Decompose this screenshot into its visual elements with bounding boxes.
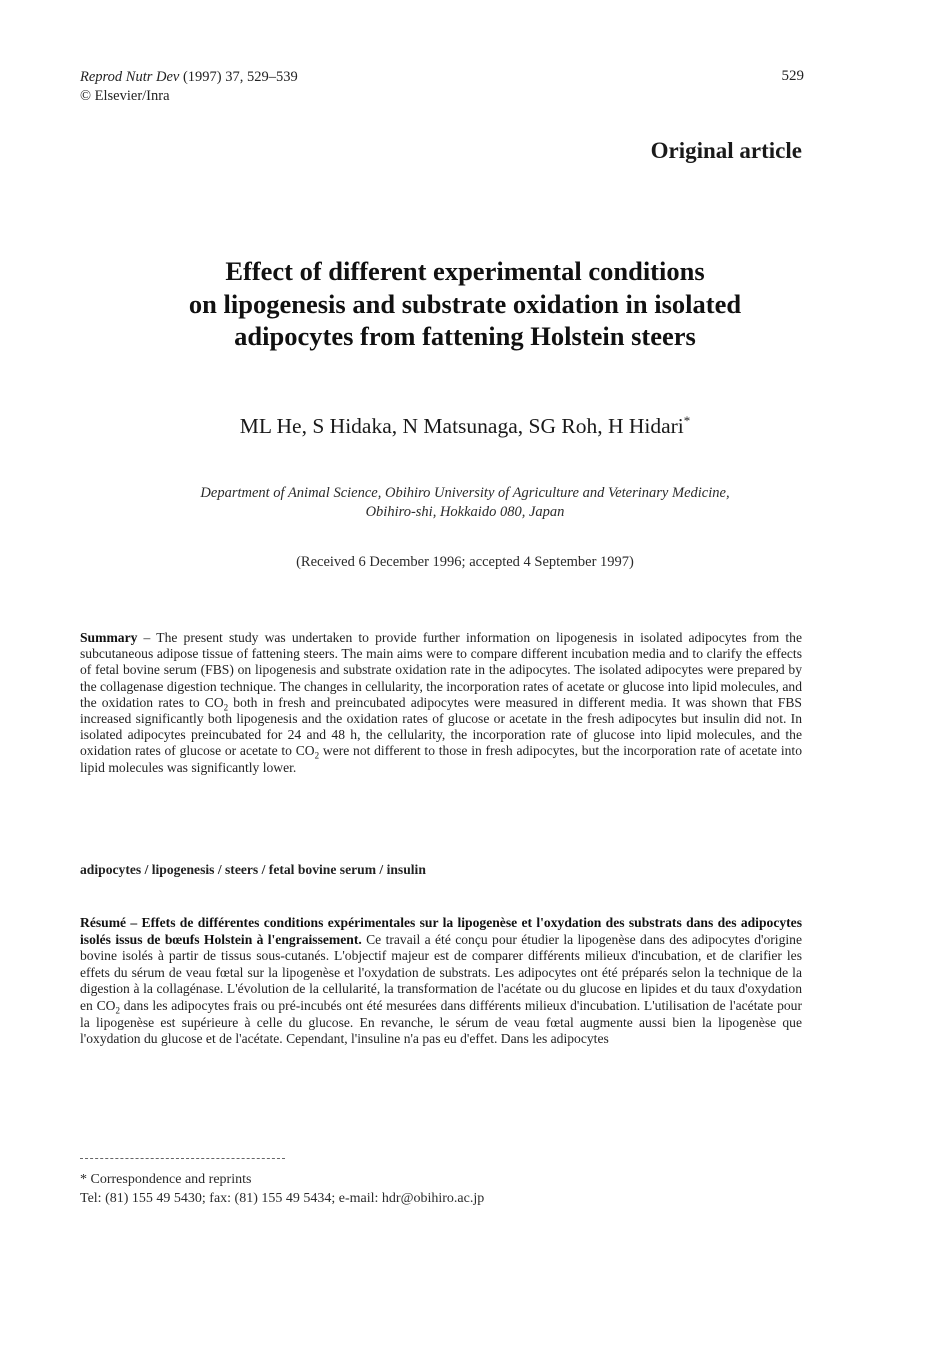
affiliation-line-2: Obihiro-shi, Hokkaido 080, Japan	[365, 504, 565, 520]
summary-subscript-1: 2	[223, 702, 229, 713]
affiliation-line-1: Department of Animal Science, Obihiro University of Agriculture and Veterinary Medicine,	[200, 485, 730, 501]
affiliation	[80, 484, 850, 522]
journal-header	[80, 68, 298, 106]
resume-text-1: Ce travail a été conçu pour étudier la lipogenèse dans des adipocytes d'origine bovine isolés à partir de tissus sous-cutanés. L'objectif majeur est de comparer différents milieux d'incubation, et de clarifier les effets du sérum de veau fœtal sur la lipogenèse et l'oxydation de substrats. Les adipocytes ont été préparés selon la technique de la digestion à la collagénase. L'évolution de la cellularité, la transformation de l'acétate ou du glucose en lipides et du taux d'oxydation en CO	[80, 931, 802, 1013]
summary-paragraph	[80, 630, 802, 776]
article-title	[80, 255, 850, 353]
summary-text-1: – The present study was undertaken to provide further information on lipogenesis in isolated adipocytes from the subcutaneous adipose tissue of fattening steers. The main aims were to compare different incubation media and to clarify the effects of fetal bovine serum (FBS) on lipogenesis and substrate oxidation rate in the adipocytes. The isolated adipocytes were prepared by the collagenase digestion technique. The changes in cellularity, the incorporation rates of acetate or glucose into lipid molecules, and the oxidation rates to CO	[80, 630, 802, 710]
article-type-label: Original article	[650, 138, 802, 163]
keywords: adipocytes / lipogenesis / steers / fetal bovine serum / insulin	[80, 862, 426, 877]
journal-abbreviation: Reprod Nutr Dev	[80, 69, 180, 85]
title-line-3: adipocytes from fattening Holstein steers	[234, 321, 696, 351]
summary-text-2: both in fresh and preincubated adipocytes were measured in different media. It was shown that FBS increased significantly both lipogenesis and the oxidation rates of glucose or acetate in the fresh adipocytes but insulin did not. In isolated adipocytes preincubated for 24 and 48 h, the cellularity, the incorporation rate of glucose into lipid molecules, and the oxidation rates of glucose or acetate to CO	[80, 694, 802, 759]
journal-citation	[80, 68, 298, 87]
journal-volume-pages: (1997) 37, 529–539	[182, 69, 298, 85]
summary-text-3: were not different to those in fresh adipocytes, but the incorporation rate of acetate into lipid molecules was significantly lower.	[80, 743, 802, 775]
resume-subscript-1: 2	[115, 1005, 120, 1016]
page-number: 529	[781, 68, 804, 84]
resume-paragraph	[80, 915, 802, 1048]
author-names: ML He, S Hidaka, N Matsunaga, SG Roh, H Hidari	[239, 414, 684, 438]
author-list	[80, 414, 850, 439]
resume-text-2: dans les adipocytes frais ou pré-incubés ont été mesurées dans différents milieux d'incubation. L'utilisation de l'acétate pour la lipogenèse est supérieure à celle du glucose. En revanche, le sérum de veau fœtal augmente aussi bien la lipogenèse que l'oxydation du glucose et de l'acétate. Cependant, l'insuline n'a pas eu d'effet. Dans les adipocytes	[80, 997, 802, 1047]
summary-subscript-2: 2	[314, 751, 320, 762]
footnote-correspondence: * Correspondence and reprints	[80, 1172, 252, 1187]
summary-label: Summary	[80, 630, 138, 645]
correspondence-mark: *	[683, 412, 691, 428]
footnote-divider	[80, 1158, 285, 1159]
resume-title: Résumé – Effets de différentes conditions expérimentales sur la lipogenèse et l'oxydation des substrats dans des adipocytes isolés issus de bœufs Holstein à l'engraissement.	[80, 915, 802, 947]
title-line-2: on lipogenesis and substrate oxidation in isolated	[188, 288, 742, 319]
publisher-line: © Elsevier/Inra	[80, 88, 170, 104]
footnote-contact: Tel: (81) 155 49 5430; fax: (81) 155 49 5434; e-mail: hdr@obihiro.ac.jp	[80, 1191, 485, 1206]
title-line-1: Effect of different experimental conditions	[225, 256, 705, 286]
footnote	[80, 1170, 484, 1208]
received-dates: (Received 6 December 1996; accepted 4 September 1997)	[296, 554, 634, 570]
